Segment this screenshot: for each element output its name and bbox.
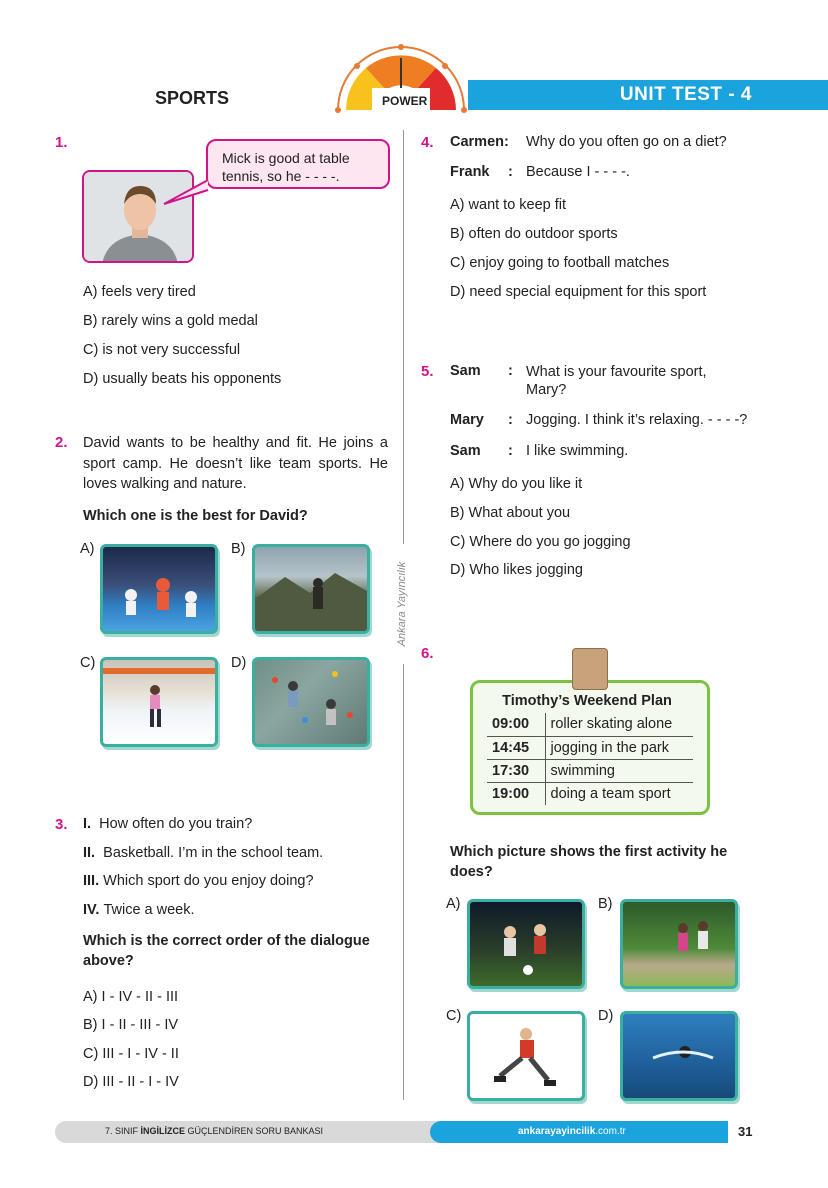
q2-label-d: D) (231, 655, 247, 671)
plan-title: Timothy’s Weekend Plan (502, 693, 672, 709)
bubble-tail (162, 178, 212, 208)
table-row: 17:30 swimming (487, 759, 693, 782)
q4-speaker-2: Frank (450, 164, 490, 180)
q5-colon-1: : (508, 363, 513, 379)
footer-site[interactable]: ankarayayincilik.com.tr (518, 1126, 626, 1137)
question-number: 2. (55, 434, 68, 451)
q3-option-d[interactable]: D) III - II - I - IV (83, 1074, 179, 1090)
table-row: 14:45 jogging in the park (487, 736, 693, 759)
q5-colon-2: : (508, 412, 513, 428)
footer-book-bar (55, 1121, 455, 1143)
q2-question: Which one is the best for David? (83, 508, 308, 524)
gauge-label: POWER (382, 94, 428, 108)
question-number: 5. (421, 363, 434, 380)
plan-table (487, 713, 693, 805)
q5-option-a[interactable]: A) Why do you like it (450, 476, 583, 492)
q5-line-3: I like swimming. (526, 443, 629, 459)
q3-line-4: IV. Twice a week. (83, 902, 195, 918)
jogging-picture[interactable] (620, 899, 738, 989)
q4-line-1: Why do you often go on a diet? (526, 134, 727, 150)
table-row: 19:00 doing a team sport (487, 782, 693, 805)
q1-option-a[interactable]: A) feels very tired (83, 284, 196, 300)
q3-option-a[interactable]: A) I - IV - II - III (83, 989, 179, 1005)
ice-skating-picture[interactable] (100, 657, 218, 747)
speech-bubble (206, 139, 390, 189)
q6-question: Which picture shows the first activity he does? (450, 844, 728, 880)
q4-speaker-1: Carmen: (450, 134, 509, 150)
q2-label-a: A) (80, 541, 95, 557)
q4-option-c[interactable]: C) enjoy going to football matches (450, 255, 670, 271)
swimming-picture[interactable] (620, 1011, 738, 1101)
q5-option-c[interactable]: C) Where do you go jogging (450, 534, 631, 550)
q6-label-b: B) (598, 896, 613, 912)
paper-clip-icon (572, 648, 608, 690)
q3-line-3: III. Which sport do you enjoy doing? (83, 873, 314, 889)
page-number: 31 (738, 1124, 753, 1139)
q1-option-c[interactable]: C) is not very successful (83, 342, 241, 358)
q3-line-1: I. How often do you train? (83, 816, 253, 832)
question-number: 4. (421, 134, 434, 151)
q3-line-2: II. Basketball. I’m in the school team. (83, 845, 324, 861)
q3-option-b[interactable]: B) I - II - III - IV (83, 1017, 179, 1033)
q6-label-d: D) (598, 1008, 614, 1024)
publisher-watermark: Ankara Yayıncılık (396, 544, 408, 664)
q2-label-c: C) (80, 655, 96, 671)
football-picture[interactable] (467, 899, 585, 989)
question-number: 1. (55, 134, 68, 151)
q5-speaker-3: Sam (450, 443, 481, 459)
table-row: 09:00 roller skating alone (487, 713, 693, 736)
q2-text: David wants to be healthy and fit. He joins a sport camp. He doesn’t like team sports. He loves walking and nature. (83, 435, 388, 492)
q5-option-b[interactable]: B) What about you (450, 505, 571, 521)
q1-option-d[interactable]: D) usually beats his opponents (83, 371, 282, 387)
roller-skating-picture[interactable] (467, 1011, 585, 1101)
footer-site-bar (430, 1121, 728, 1143)
q4-option-a[interactable]: A) want to keep fit (450, 197, 567, 213)
q5-speaker-1: Sam (450, 363, 481, 379)
handball-picture[interactable] (100, 544, 218, 634)
q6-label-c: C) (446, 1008, 462, 1024)
q3-question: Which is the correct order of the dialogue above? (83, 933, 370, 969)
hiking-picture[interactable] (252, 544, 370, 634)
q5-speaker-2: Mary (450, 412, 484, 428)
q4-option-b[interactable]: B) often do outdoor sports (450, 226, 618, 242)
q2-label-b: B) (231, 541, 246, 557)
q4-colon: : (508, 164, 513, 180)
q5-line-1: What is your favourite sport, Mary? (526, 364, 707, 398)
q4-line-2: Because I - - - -. (526, 164, 630, 180)
bubble-text: Mick is good at table tennis, so he - - - -. (222, 150, 350, 184)
q4-option-d[interactable]: D) need special equipment for this sport (450, 284, 707, 300)
weekend-plan-note (470, 680, 710, 815)
question-number: 6. (421, 645, 434, 662)
q1-option-b[interactable]: B) rarely wins a gold medal (83, 313, 258, 329)
question-number: 3. (55, 816, 68, 833)
q3-option-c[interactable]: C) III - I - IV - II (83, 1046, 179, 1062)
climbing-picture[interactable] (252, 657, 370, 747)
unit-title-bar (468, 80, 828, 110)
q6-label-a: A) (446, 896, 461, 912)
q5-colon-3: : (508, 443, 513, 459)
unit-title: UNIT TEST - 4 (619, 84, 752, 105)
footer-book-title: 7. SINIF İNGİLİZCE GÜÇLENDİREN SORU BANKASI (105, 1126, 324, 1136)
q5-line-2: Jogging. I think it’s relaxing. - - - -? (526, 412, 748, 428)
section-title: SPORTS (155, 88, 230, 108)
q5-option-d[interactable]: D) Who likes jogging (450, 562, 583, 578)
